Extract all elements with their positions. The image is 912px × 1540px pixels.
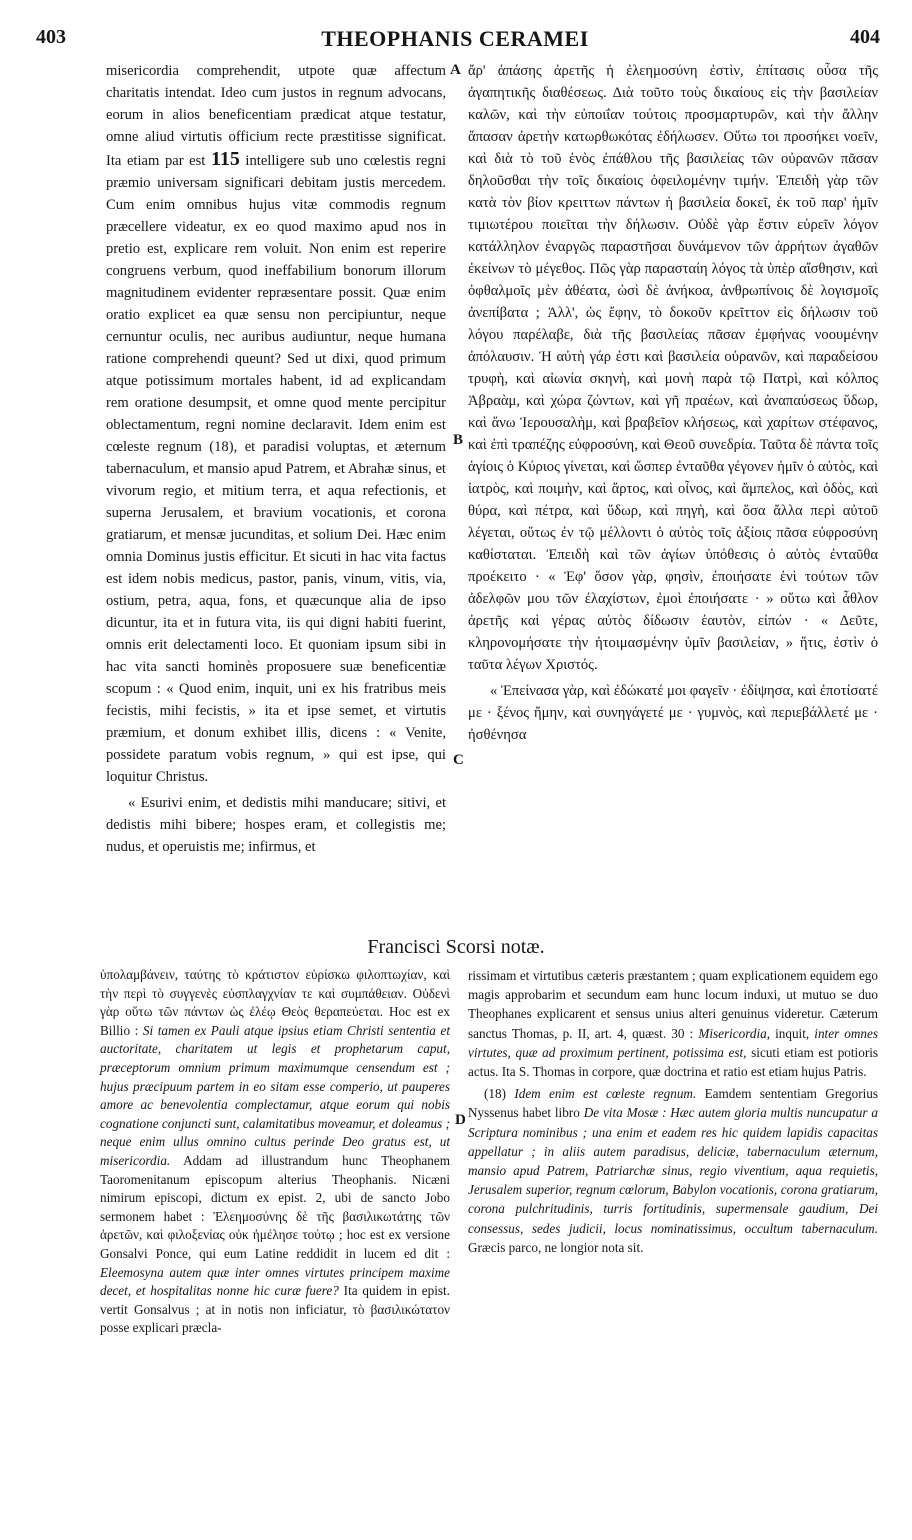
notes-right-column	[468, 966, 878, 1257]
greek-paragraph-2: « Ἐπείνασα γὰρ, καὶ ἐδώκατέ μοι φαγεῖν · ἐδίψησα, καὶ ἐποτίσατέ με · ξένος ἤμην, καὶ συνηγάγετέ με · γυμνὸς, καὶ περιεβάλλετέ με · ἠσθένησα	[468, 683, 878, 743]
page-number-right: 404	[850, 26, 880, 48]
note-right-text-5: Græcis parco, ne longior nota sit.	[468, 1239, 644, 1255]
note-left-text-2: Addam ad illustrandum hunc Theophanem Taoromenitanum episcopum alterius Theophanis. Nicæni nimirum episcopi, dictum ex epist. 2, ubi de sancto Jobo sermonem habet : Ἐλεημοσύνης δὲ τῆς βασιλικωτάτης τῶν ἀρετῶν, καὶ φιλοξενίας οὐκ ἠμέλησε τούτῳ ; hoc est ex versione Gonsalvi Ponce, qui eum Latine reddidit in lucem ed dit :	[100, 1152, 450, 1261]
page-number-left: 403	[36, 26, 66, 48]
note-right-text-3: sicuti etiam est potioris actus. Ita S. Thomas in corpore, quæ doctrina et ratio est etiam hujus Patris.	[468, 1044, 879, 1080]
note-right-italic-1: Misericordia,	[698, 1025, 770, 1041]
greek-paragraph-1: ἄρ' ἁπάσης ἀρετῆς ἡ ἐλεημοσύνη ἐστὶν, ἐπίτασις οὖσα τῆς ἀγαπητικῆς διαθέσεως. Διὰ τοῦτο τοὺς δικαίους εἰς τὴν βασιλείαν καλῶν, καὶ τὴν εὐποιΐαν τούτοις προσμαρτυρῶν, καὶ τὴν ἄλλην ἅπασαν ἀρετὴν κατωρθωκότας ἐδήλωσεν. Οὕτω τοι προσήκει νοεῖν, καὶ διὰ τὸ τοῦ ἑνὸς ἐπάθλου τῆς βασιλείας τῶν οὐρανῶν πᾶσαν δηλοῦσθαι τὴν τοῖς δικαίοις ὀφειλομένην τιμήν. Ἐπειδὴ γὰρ τῶν κατὰ τὸν βίον κρειττων πάντων ἡ βασιλεία δοκεῖ, ἐκ τοῦ παρ' ἡμῖν τιμιωτέρου ποιεῖται τὴν δήλωσιν. Οὐδὲ γὰρ ἔστιν εὑρεῖν λόγον κατάλληλον ἐναργῶς παραστῆσαι δυνάμενον τῶν ἀρρήτων ἀγαθῶν ἐκείνων τὸ μέγεθος. Πῶς γὰρ παρασταίη λόγος τὰ ὑπὲρ αἴσθησιν, καὶ ὀφθαλμοῖς μὲν ἀθέατα, ὠσὶ δὲ ἀνήκοα, ἀνθρωπίνοις δὲ λογισμοῖς ἀνεπίβατα ; Ἀλλ', ὡς ἔφην, τὸ δοκοῦν κρεῖττον εἰς δήλωσιν τοῦ λόγου παρέλαβε, διὰ τῆς βασιλείας πᾶσαν ἐμφήνας νοουμένην ἀπόλαυσιν. Ἡ αὐτὴ γάρ ἐστι καὶ βασιλεία οὐρανῶν, καὶ παραδείσου τρυφὴ, καὶ αἰωνία σκηνὴ, καὶ μονὴ παρὰ τῷ Πατρὶ, καὶ κόλπος Ἀβραὰμ, καὶ χώρα ζώντων, καὶ γῆ πραέων, καὶ ἀναπαύσεως ὕδωρ, καὶ ἄνω Ἱερουσαλὴμ, καὶ βραβεῖον κλήσεως, καὶ χαρίτων στέφανος, καὶ ἐπὶ τραπέζης εὐφροσύνη, καὶ Θεοῦ συνεδρία. Ταῦτα δὲ πάντα τοῖς ἁγίοις ὁ Κύριος γίνεται, καὶ ὥσπερ ἐνταῦθα γέγονεν ἡμῖν ὁ αὐτὸς, καὶ ἰατρὸς, καὶ ποιμὴν, καὶ ἄρτος, καὶ οἶνος, καὶ ἄμπελος, καὶ ὁδὸς, καὶ θύρα, καὶ πέτρα, καὶ ὕδωρ, καὶ πηγὴ, καὶ ὅσα ἄλλα περὶ αὐτοῦ λέγεται, οὕτως ἐν τῷ μέλλοντι ὁ αὐτὸς τοῖς ἀξίοις πᾶσα εὐφροσύνη καθίσταται. Ἐπειδὴ καὶ τῶν ἁγίων ὑπόθεσις ὁ αὐτὸς ἐνταῦθα προέκειτο · « Ἐφ' ὅσον γὰρ, φησὶν, ἐποιήσατε ἑνὶ τούτων τῶν ἀδελφῶν μου τῶν ἐλαχίστων, ἐμοὶ ἐποιήσατε · » οὕτω καὶ ἆθλον ἀρετῆς καὶ γέρας αὐτὸς δίδωσιν ἑαυτὸν, εἰπών · « Δεῦτε, κληρονομήσατε τὴν ἡτοιμασμένην ὑμῖν βασιλείαν, » ἥτις, ἐστὶν ὁ ταῦτα λέγων Χριστός.	[468, 63, 878, 673]
greek-column	[468, 60, 878, 746]
notes-heading: Francisci Scorsi notæ.	[367, 936, 545, 958]
note-number-18: (18)	[484, 1086, 506, 1102]
running-title: THEOPHANIS CERAMEI	[321, 26, 589, 51]
latin-paragraph-1	[106, 60, 446, 788]
note-right-italic-2: inter omnes virtutes, quæ ad proximum pertinent, potissima est,	[468, 1025, 879, 1060]
note-right-text-4: Eamdem sententiam Gregorius Nyssenus habet libro	[468, 1086, 879, 1121]
column-number-115: 115	[210, 148, 240, 170]
note-right-paragraph-1	[468, 966, 878, 1081]
notes-left-column	[100, 966, 450, 1338]
note-left-text-1: ὑπολαμβάνειν, ταύτης τὸ κράτιστον εὑρίσκω φιλοπτωχίαν, καὶ τὴν περὶ τὸ συγγενὲς εὐσπλαγχνίαν τε καὶ συμπάθειαν. Οὐδενὶ γὰρ οὕτω τῶν πάντων ὡς ἐλέῳ Θεὸς θεραπεύεται. Hoc est ex Billio :	[100, 967, 450, 1038]
note-left-italic-1: Si tamen ex Pauli atque ipsius etiam Christi sententia et auctoritate, charitatem ut legis et prophetarum caput, præceptorum omnium primum maximumque censendum est ; hujus præcipuum partem in eo sitam esse comperio, ut pauperes amore ac benevolentia complectamur, atque eorum qui nobis cognatione conjuncti sunt, calamitatibus moveamur, et doleamus ; neque enim ullus omnino cultus perinde Deo gratus est, ut misericordia.	[100, 1022, 450, 1168]
latin-text-1b: intelligere sub uno cœlestis regni præmio universam significari debitam justis mercedem. Cum enim omnibus hujus vitæ commodis regnum præcellere videatur, ex eo quod maximo apud nos in pretio est, explicare rem voluit. Non enim est reperire congruens verbum, quod ineffabilium bonorum illorum magnitudinem evidenter repræsentare possit. Quæ enim oratio explicet ea quæ sensu non percipiuntur, neque cernuntur oculis, nec auribus audiuntur, neque humana ratione comprehendi queunt? Sed ut dixi, quod primum atque potissimum mortales habent, id ad explicandam rem oratione desumpsit, et omne quod mente percipitur oblectamentum, regni nomine declaravit. Idem enim est cœleste regnum (18), et paradisi voluptas, et æternum tabernaculum, et mansio apud Patrem, et Abrahæ sinus, et vivorum regio, et mitium terra, et aqua refectionis, et superna Jerusalem, et bravium vocationis, et corona gratiarum, et mensæ jucunditas, et solium Dei. Hæc enim omnia Dominus justis efficitur. Et sicuti in hac vita factus est idem nobis medicus, pastor, panis, vinum, vitis, via, ostium, petra, aqua, fons, et quæcunque alia de ipso dicuntur, ita et in futura vita, iis qui digni habiti fuerint, omnis erit delectamenti loco. Et quoniam ipsum sibi in hac vita sancti hominès proposuere suæ beneficentiæ scopum : « Quod enim, inquit, uni ex his fratribus meis fecistis, mihi fecistis, » ita et ipse semet, et virtutis præmium, et donum exhibet illis, dicens : « Venite, possidete paratum vobis regnum, » qui est ipse, qui loquitur Christus.	[106, 153, 447, 785]
note-left-italic-2: Eleemosyna autem quæ inter omnes virtutes principem maxime decet, et hospitalitas nonne hic curæ fuere?	[100, 1264, 450, 1299]
section-marker-a: A	[450, 62, 461, 78]
running-header	[30, 26, 880, 54]
section-marker-b: B	[453, 432, 464, 448]
note-right-text-1: rissimam et virtutibus cæteris præstantem ; quam explicationem equidem ego magis approbarim et secundum eam hunc locum induxi, ut mutuo se duo Theophanes explicarent et sensus unius alteri genuinus videretur. Cæterum sanctus Thomas, p. II, art. 4, quæst. 30 :	[468, 968, 878, 1041]
note-right-paragraph-2	[468, 1084, 878, 1257]
section-marker-d: D	[455, 1112, 466, 1128]
note-right-lemma: Idem enim est cœleste regnum.	[514, 1086, 697, 1102]
note-right-quotation: De vita Mosæ : Hæc autem gloria multis nuncupatur a Scriptura nominibus ; una enim et eadem res hic quidem lapidis capacitas appellatur ; in aliis autem paradisus, deliciæ, tabernaculum æternum, mansio apud Patrem, Patriarchæ sinus, regio viventium, aqua requietis, Jerusalem superior, regnum cœlorum, Babylon vocationis, corona gratiarum, corona pulchritudinis, turris fortitudinis, supermensale gaudium, Dei consessus, sedes judicii, locus nominatissimus, occultum tabernaculum.	[468, 1105, 878, 1236]
note-left-paragraph	[100, 966, 450, 1338]
latin-column	[106, 60, 446, 858]
latin-paragraph-2: « Esurivi enim, et dedistis mihi manducare; sitivi, et dedistis mihi bibere; hospes eram, et collegistis me; nudus, et operuistis me; infirmus, et	[106, 795, 446, 855]
note-left-text-3: Ita quidem in epist. vertit Gonsalvus ; at in notis non inficiatur, τὸ βασιλικώτατον posse explicari præcla-	[100, 1283, 450, 1336]
latin-text-1a: misericordia comprehendit, utpote quæ affectum charitatis intendat. Ideo cum justos in regnum advocans, eorum in alios beneficentiam prædicat atque testatur, omne aliud virtutis officium recte præstitisse significat. Ita etiam par est	[106, 63, 446, 169]
section-marker-c: C	[453, 752, 464, 768]
note-right-text-2: inquit,	[775, 1025, 810, 1041]
